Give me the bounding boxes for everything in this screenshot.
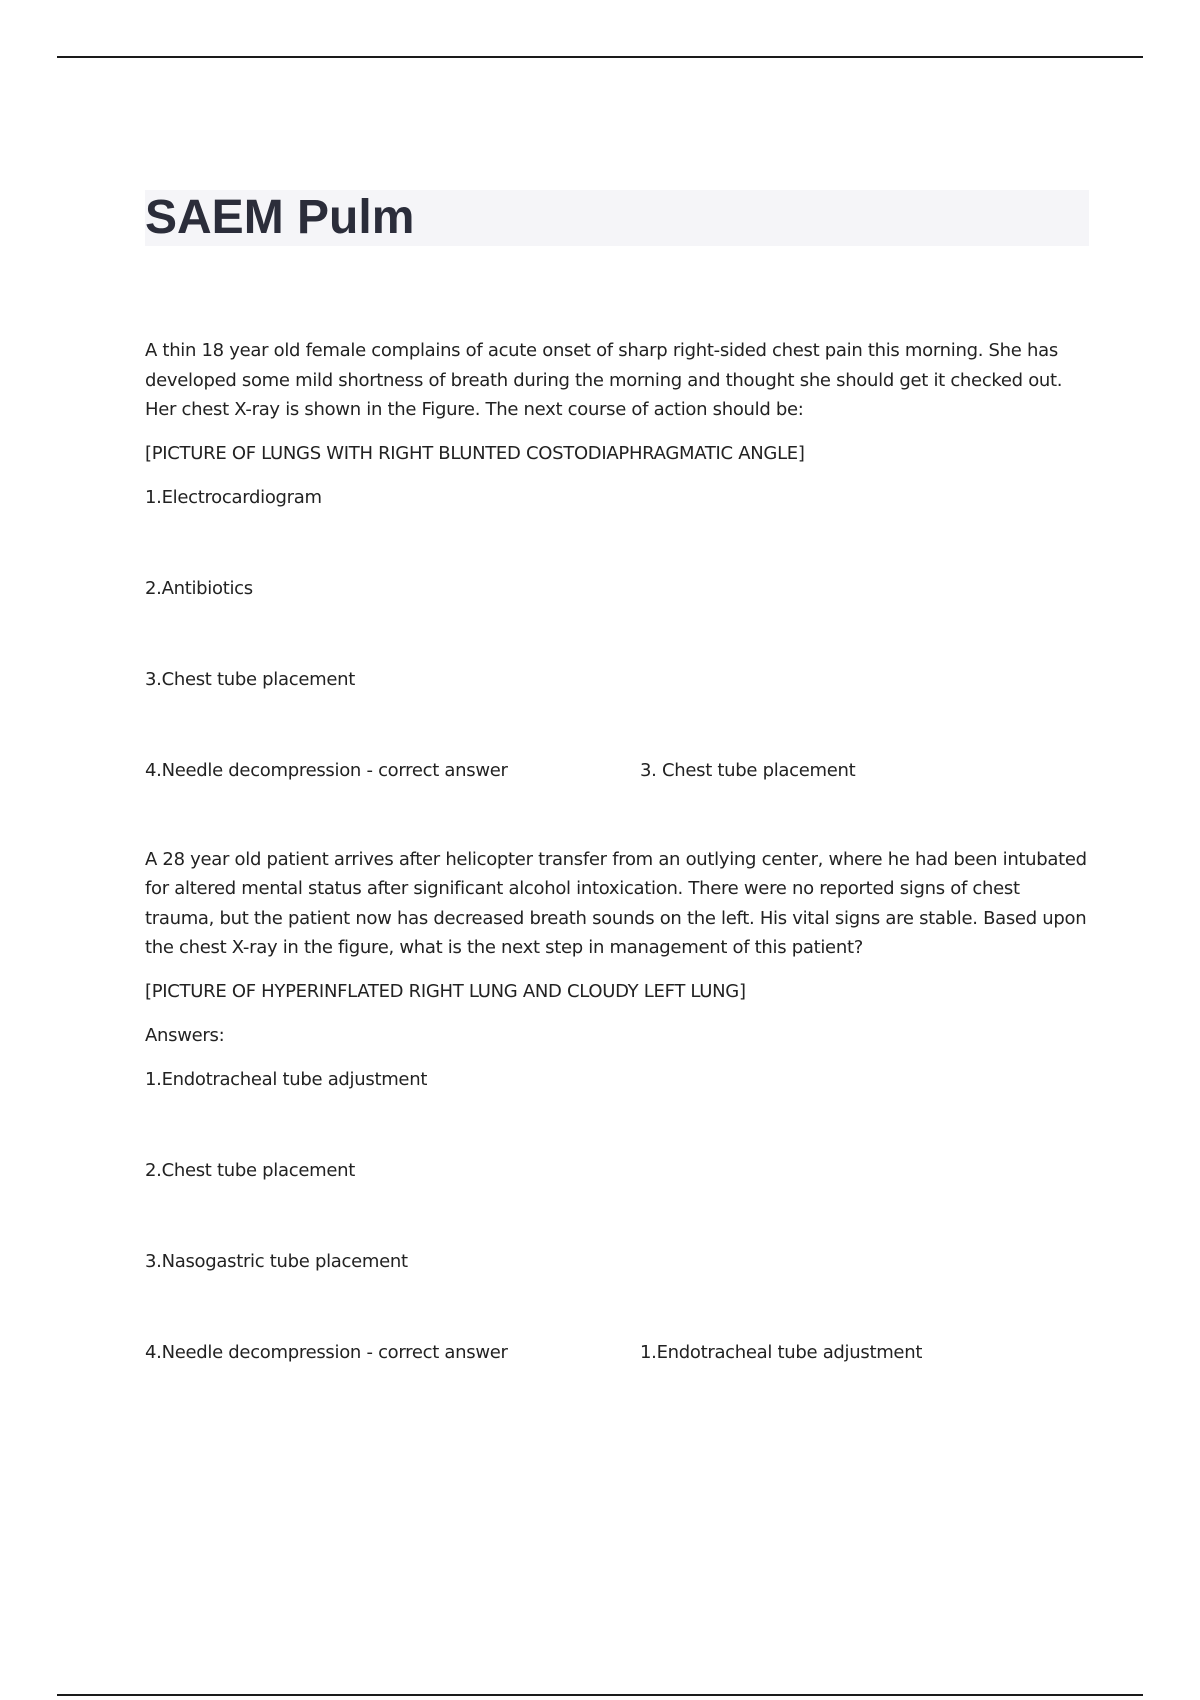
option-label: 2.Antibiotics [145,577,253,599]
option-item [145,574,1089,604]
option-item [145,756,1089,786]
option-item [145,1065,1089,1095]
figure-placeholder: [PICTURE OF LUNGS WITH RIGHT BLUNTED COSTODIAPHRAGMATIC ANGLE] [145,442,805,464]
option-item [145,1156,1089,1186]
question-text: A thin 18 year old female complains of acute onset of sharp right-sided chest pain this morning. She has developed some mild shortness of breath during the morning and thought she should get it checked out. Her chest X-ray is shown in the Figure. The next course of action should be: [145,340,1063,420]
option-label: 4.Needle decompression - correct answer [145,759,508,781]
option-label: 3.Chest tube placement [145,668,355,690]
correct-answer: 3. Chest tube placement [640,759,856,781]
option-item [145,1247,1089,1277]
header-rule [57,56,1143,58]
figure-placeholder: [PICTURE OF HYPERINFLATED RIGHT LUNG AND CLOUDY LEFT LUNG] [145,980,746,1002]
question-text: A 28 year old patient arrives after helicopter transfer from an outlying center, where he had been intubated for altered mental status after significant alcohol intoxication. There were no reported signs of chest trauma, but the patient now has decreased breath sounds on the left. His vital signs are stable. Based upon the chest X-ray in the figure, what is the next step in management of this patient? [145,848,1087,958]
option-label: 4.Needle decompression - correct answer [145,1341,508,1363]
page-title: SAEM Pulm [145,191,415,244]
option-label: 2.Chest tube placement [145,1159,355,1181]
option-item [145,483,1089,513]
option-item [145,665,1089,695]
question-block-1 [145,336,1089,786]
option-item [145,1338,1089,1368]
option-label: 3.Nasogastric tube placement [145,1250,408,1272]
option-label: 1.Electrocardiogram [145,486,322,508]
option-label: 1.Endotracheal tube adjustment [145,1068,428,1090]
footer-rule [57,1694,1143,1696]
answers-label: Answers: [145,1024,225,1046]
correct-answer: 1.Endotracheal tube adjustment [640,1341,923,1363]
document-body [145,336,1089,1368]
question-block-2 [145,845,1089,1368]
